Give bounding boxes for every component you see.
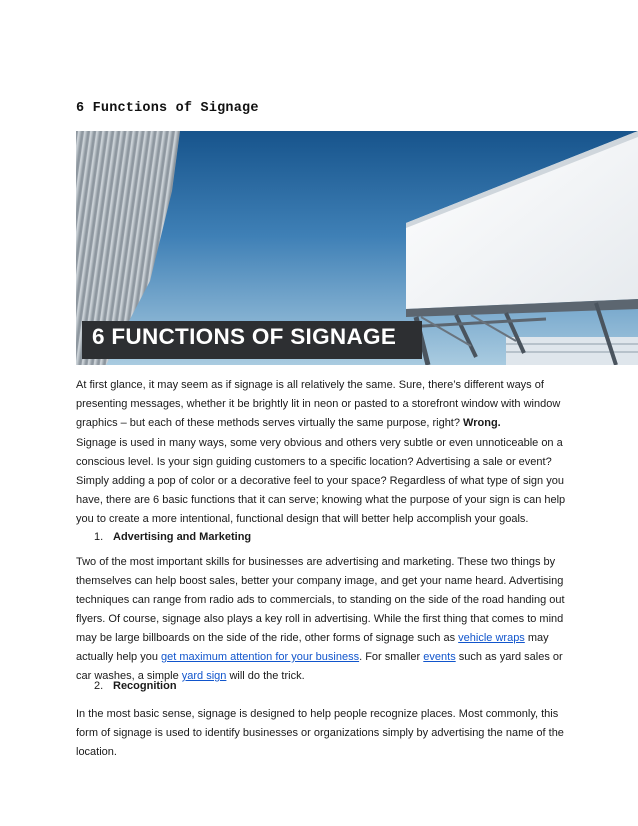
- advertising-text-5: will do the trick.: [226, 670, 305, 682]
- list-label: Recognition: [113, 680, 177, 692]
- recognition-paragraph: In the most basic sense, signage is designed to help people recognize places. Most commonly, this form of signage is used to identify businesses or organizations simply by advertising the name of the location.: [76, 708, 564, 758]
- list-label: Advertising and Marketing: [113, 531, 252, 543]
- advertising-text-2: may actually help you: [76, 632, 549, 663]
- intro-paragraph: [76, 376, 566, 433]
- advertising-text-4: such as yard sales or car washes, a simple: [76, 651, 563, 682]
- intro-emphasis: Wrong.: [463, 417, 501, 429]
- second-paragraph: Signage is used in many ways, some very obvious and others very subtle or even unnoticeable on a conscious level. Is your sign guiding customers to a specific location? Advertising a sale or event? Simply adding a pop of color or a decorative feel to your space? Regardless of what type of sign you have, there are 6 basic functions that it can serve; knowing what the purpose of your sign is can help you to create a more intentional, functional design that will better help accomplish your goals.: [76, 437, 566, 525]
- events-link[interactable]: events: [423, 651, 456, 663]
- advertising-text-1: Two of the most important skills for businesses are advertising and marketing. These two things by themselves can help boost sales, better your company image, and get your name heard. Advertising techniques can range from radio ads to commercials, to standing on the side of the road handing out flyers. Of course, signage also plays a key roll in advertising. While the first thing that comes to mind may be large billboards on the side of the ride, other forms of signage such as: [76, 556, 565, 644]
- intro-text: At first glance, it may seem as if signage is all relatively the same. Sure, there’s different ways of presenting messages, whether it be brightly lit in neon or pasted to a storefront window with window graphics – but each of these methods serves virtually the same purpose, right?: [76, 379, 561, 429]
- list-number: 2.: [94, 680, 104, 692]
- maximum-attention-link[interactable]: get maximum attention for your business: [161, 651, 360, 663]
- list-number: 1.: [94, 531, 104, 543]
- vehicle-wraps-link[interactable]: vehicle wraps: [458, 632, 525, 644]
- hero-banner-text: 6 FUNCTIONS OF SIGNAGE: [92, 324, 397, 349]
- document-title: 6 Functions of Signage: [76, 101, 259, 116]
- advertising-text-3: . For smaller: [359, 651, 424, 663]
- yard-sign-link[interactable]: yard sign: [181, 670, 227, 682]
- advertising-paragraph: [76, 553, 566, 686]
- list-item-advertising: [94, 528, 251, 547]
- list-item-recognition: [94, 677, 177, 696]
